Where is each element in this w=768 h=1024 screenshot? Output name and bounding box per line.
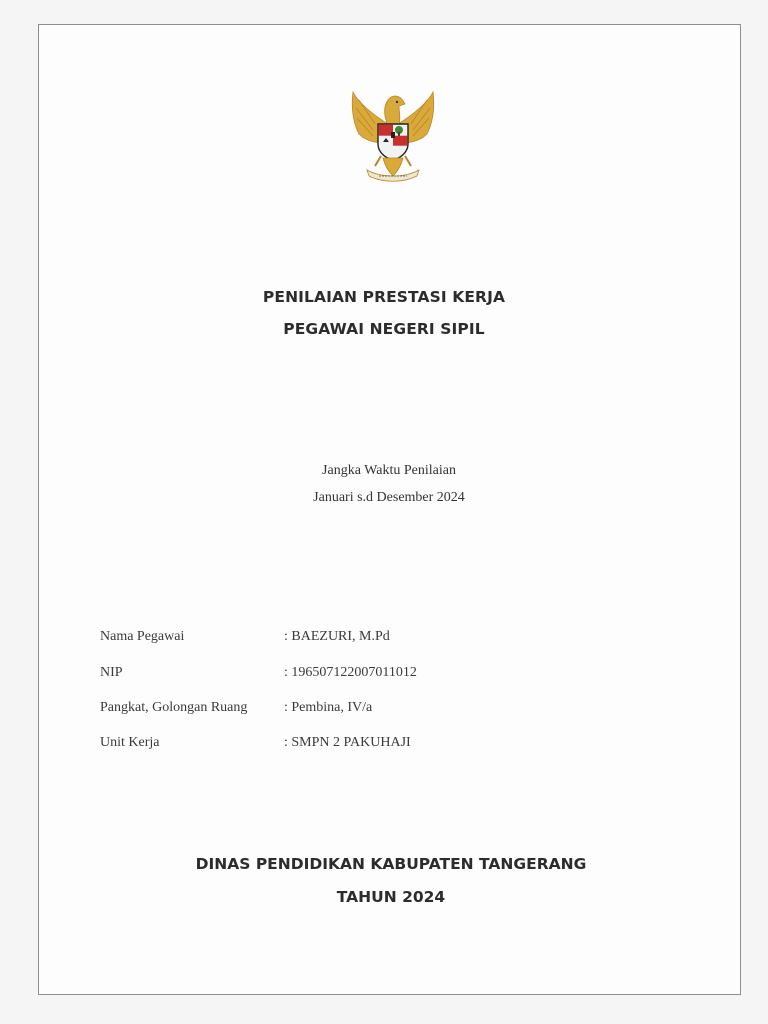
info-value: : BAEZURI, M.Pd xyxy=(284,629,390,644)
info-label: Nama Pegawai xyxy=(100,629,185,644)
footer-agency: DINAS PENDIDIKAN KABUPATEN TANGERANG xyxy=(195,855,587,873)
info-label: Pangkat, Golongan Ruang xyxy=(100,700,248,715)
info-value: : Pembina, IV/a xyxy=(284,700,373,715)
info-value: : SMPN 2 PAKUHAJI xyxy=(284,735,411,750)
info-label: NIP xyxy=(100,665,123,680)
document-title-line-2: PEGAWAI NEGERI SIPIL xyxy=(283,320,485,338)
footer-year: TAHUN 2024 xyxy=(336,888,446,906)
info-value: : 196507122007011012 xyxy=(284,665,417,680)
document-title-line-1: PENILAIAN PRESTASI KERJA xyxy=(262,288,506,306)
garuda-emblem-icon xyxy=(345,86,441,186)
period-label: Jangka Waktu Penilaian xyxy=(322,463,456,478)
info-label: Unit Kerja xyxy=(100,735,160,750)
period-value: Januari s.d Desember 2024 xyxy=(313,490,465,505)
